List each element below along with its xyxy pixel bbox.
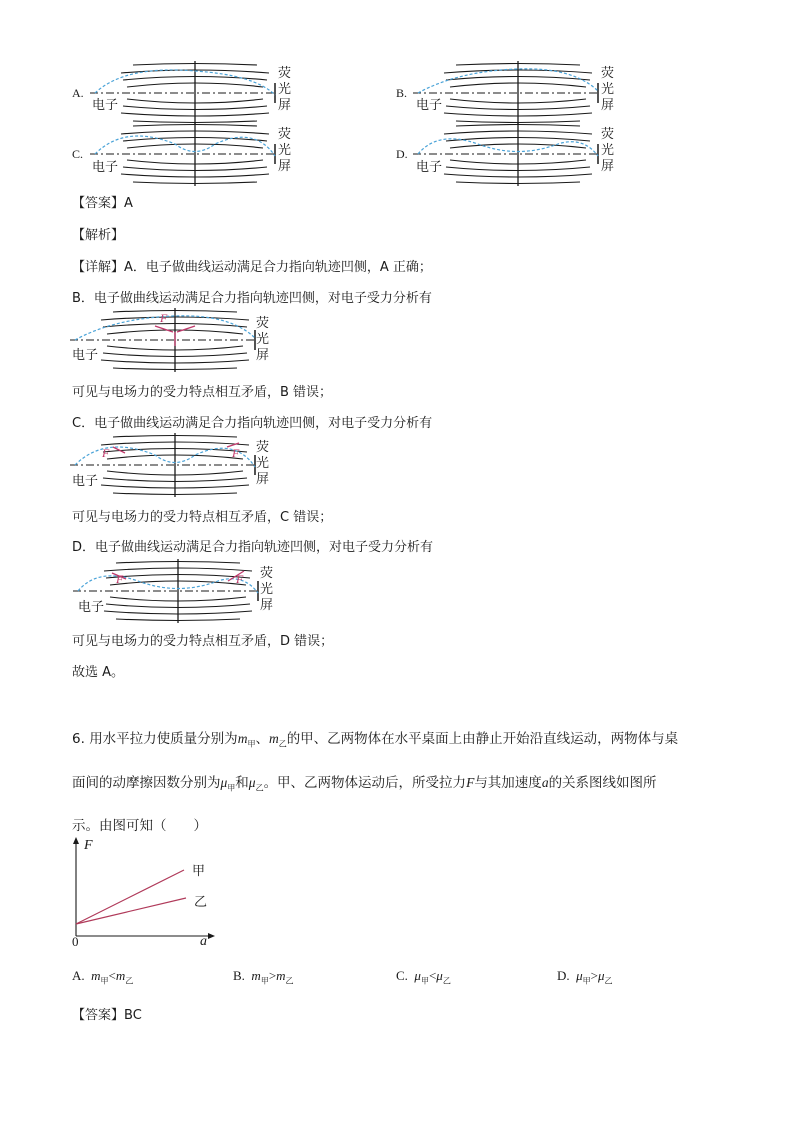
option-d-figure [413,122,598,186]
q5-detail-a: 【详解】A．电子做曲线运动满足合力指向轨迹凹侧，A 正确； [72,260,432,275]
q6-graph-label-yi: 乙 [194,895,208,910]
q6-graph-label-jia: 甲 [192,864,206,879]
option-c-letter: C. [72,147,84,161]
q5-answer: 【答案】A [72,196,133,211]
q5-conclusion-c: 可见与电场力的受力特点相互矛盾，C 错误； [72,510,333,525]
option-c-screen: 荧 光 屏 [278,127,292,174]
q6-stem: 6. 用水平拉力使质量分别为$m_甲$、$m_乙$的甲、乙两物体在水平桌面上由静止开始沿直线运动，两物体与桌 面间的动摩擦因数分别为$\mu_甲$和$\mu_乙$。甲、乙两物体运动后，所受拉力F与其加速度a的关系图线如图所 示。由图可知（ ） [72,731,679,835]
analysis-c-electron: 电子 [72,474,99,489]
option-c-electron: 电子 [92,160,119,175]
option-d-letter: D. [396,147,408,161]
q6-graph-origin: 0 [72,934,79,949]
analysis-c-force-right: F [232,446,240,460]
analysis-d-force-left: F [116,572,124,586]
q5-detail-b: B．电子做曲线运动满足合力指向轨迹凹侧，对电子受力分析有 [72,291,432,306]
q5-final: 故选 A。 [72,665,125,680]
q6-line-yi [76,898,186,924]
option-d-screen: 荧 光 屏 [601,127,615,174]
option-c-figure [90,122,275,186]
q6-option-d: D. $\mu_甲>\mu_乙$ [557,968,613,986]
q5-detail-c: C．电子做曲线运动满足合力指向轨迹凹侧，对电子受力分析有 [72,416,433,431]
analysis-c-screen: 荧 光 屏 [256,440,270,487]
analysis-b-force: F [160,311,168,325]
analysis-d-force-right: F [236,572,244,586]
option-a-figure [90,61,275,125]
analysis-b-screen: 荧 光 屏 [256,316,270,363]
q6-answer: 【答案】BC [72,1008,142,1023]
q6-option-b: B. $m_甲>m_乙$ [233,968,294,986]
q6-option-c: C. $\mu_甲<\mu_乙$ [396,968,451,986]
option-b-letter: B. [396,86,408,100]
q6-line-jia [76,870,184,924]
q5-detail-d: D．电子做曲线运动满足合力指向轨迹凹侧，对电子受力分析有 [72,540,434,555]
option-a-letter: A. [72,86,84,100]
q5-conclusion-d: 可见与电场力的受力特点相互矛盾，D 错误； [72,634,334,649]
option-b-figure [413,61,598,125]
option-b-screen: 荧 光 屏 [601,66,615,113]
analysis-d-electron: 电子 [78,600,105,615]
option-b-electron: 电子 [416,98,443,113]
option-d-electron: 电子 [416,160,443,175]
q5-analysis-label: 【解析】 [72,228,125,243]
q6-graph-x-label: a [200,934,207,949]
analysis-d-screen: 荧 光 屏 [260,566,274,613]
q5-conclusion-b: 可见与电场力的受力特点相互矛盾，B 错误； [72,385,333,400]
q6-option-a: A. $m_甲<m_乙$ [72,968,134,986]
option-a-electron: 电子 [92,98,119,113]
analysis-c-force-left: F [102,446,110,460]
analysis-b-electron: 电子 [72,348,99,363]
q6-number: 6. [72,731,85,747]
option-a-screen: 荧 光 屏 [278,66,292,113]
q6-graph-y-label: F [84,838,93,853]
